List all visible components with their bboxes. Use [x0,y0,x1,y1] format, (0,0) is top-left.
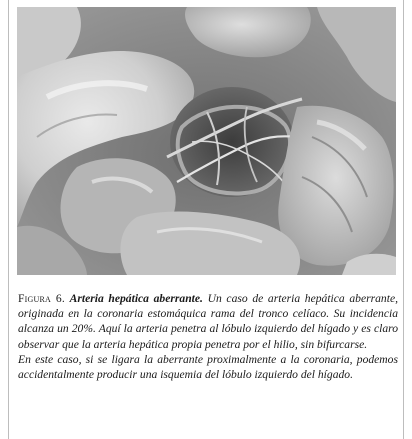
caption-paragraph [18,291,398,352]
figure-caption [18,291,398,382]
figure-title [70,292,203,305]
figure-clinical-note: En este caso, si se ligara la aberrante proximalmente a la coronaria, podemos accidentalmente producir una isquemia del lóbulo izquierdo del hígado. [18,352,398,382]
specimen-image [17,7,396,275]
figure-label: Figura 6. [18,292,65,305]
figure-description: Un caso de arteria hepática aberrante, originada en la coronaria estomáquica rama del tronco celíaco. Su incidencia alcanza un 20%. Aquí la arteria penetra al lóbulo izquierdo del hígado y es claro observar que la arteria hepática propia penetra por el hilio, sin bifurcarse. [18,292,398,351]
figure-title-period: . [200,292,203,305]
anatomical-specimen-photo [17,7,396,275]
figure-title-text: Arteria hepática aberrante [69,292,201,305]
